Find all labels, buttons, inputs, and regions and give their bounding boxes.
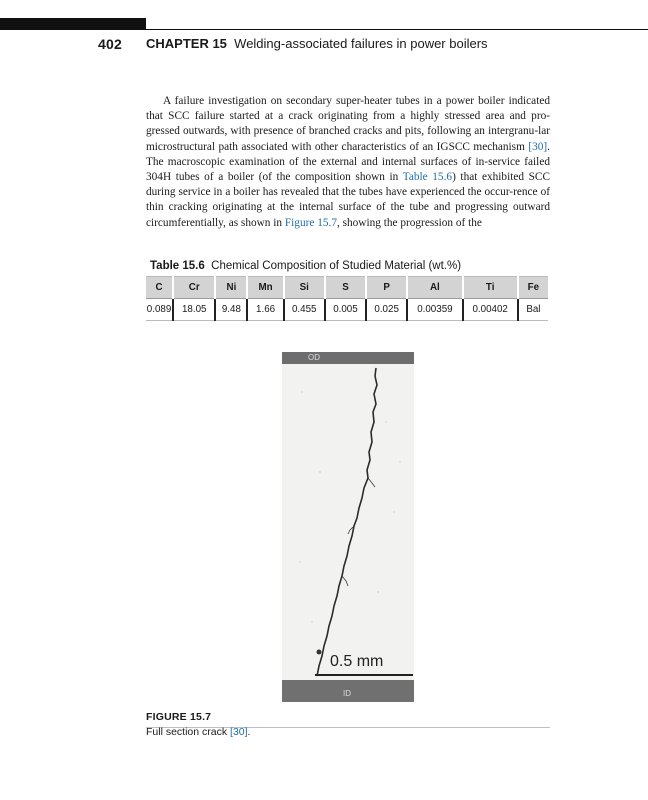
table-header-cell: Cr [173,277,215,299]
table-cell: 0.025 [366,299,407,321]
table-header-cell: Ni [215,277,247,299]
table-row [146,299,548,321]
figure-caption-text [146,726,250,738]
body-text [146,94,550,231]
composition-table [146,276,548,321]
table-label: Table 15.6 [150,260,205,272]
paragraph-text: ) that exhibited SCC during service in a boiler has revealed that the tubes have experienced the occur-rence of thin cracking originating at the internal surface of the tube and progressing outward circumferentially, as shown in [146,171,550,229]
table-cell: 0.089 [146,299,173,321]
header-rule [146,29,648,30]
figure-caption [146,707,550,728]
figure-link[interactable]: Figure 15.7 [284,216,337,229]
crack-branch [368,478,375,487]
corrosion-pit [317,650,322,655]
table-header-cell: Si [284,277,325,299]
page-number: 402 [98,36,122,52]
scale-bar [315,674,413,676]
crack-branch [342,576,348,586]
crack-micrograph [282,352,414,702]
paragraph-text: A failure investigation on secondary super-heater tubes in a power boiler indicated that SCC failure started at a crack originating from a highly stressed area and pro-gressed outwards, with presence of branched cracks and pits, following an intergranu-lar microstructural path associated with other characteristics of an IGSCC mechanism [146,95,550,153]
chapter-title [146,36,488,51]
crack-drawing [282,352,414,702]
table-cell: 0.005 [325,299,366,321]
table-header-cell: C [146,277,173,299]
paragraph-text: . The macroscopic examination of the external and internal surfaces of in-service failed 304H tubes of a boiler (of the composition shown in [146,140,550,184]
chapter-name: Welding-associated failures in power boilers [234,36,488,51]
table-cell: 18.05 [173,299,215,321]
table-cell: 1.66 [247,299,283,321]
table-header-cell: S [325,277,366,299]
table-header-cell: Ti [463,277,518,299]
chapter-label: CHAPTER 15 [146,36,227,51]
table-cell: Bal [518,299,548,321]
table-header-row [146,277,548,299]
citation-link[interactable]: [30] [528,140,548,153]
surface-texture [299,391,401,623]
crack-path [317,368,377,676]
figure-label: FIGURE 15.7 [146,711,212,723]
table-header-cell: Mn [247,277,283,299]
table-header-cell: Fe [518,277,548,299]
table-cell: 0.455 [284,299,325,321]
caption-text: Full section crack [146,726,231,738]
table-cell: 0.00359 [407,299,462,321]
id-label: ID [343,689,351,698]
od-label: OD [308,353,320,362]
table-caption [150,260,461,272]
table-cell: 0.00402 [463,299,518,321]
caption-text: . [247,726,251,738]
table-cell: 9.48 [215,299,247,321]
table-header-cell: Al [407,277,462,299]
table-link[interactable]: Table 15.6 [402,171,453,184]
table-title: Chemical Composition of Studied Material (wt.%) [211,260,462,272]
running-header [0,36,648,54]
citation-link[interactable]: [30] [230,726,248,738]
paragraph [146,94,550,231]
paragraph-text: , showing the progression of the [336,216,482,229]
scale-label: 0.5 mm [330,653,384,670]
header-bar [0,18,146,30]
table-header-cell: P [366,277,407,299]
